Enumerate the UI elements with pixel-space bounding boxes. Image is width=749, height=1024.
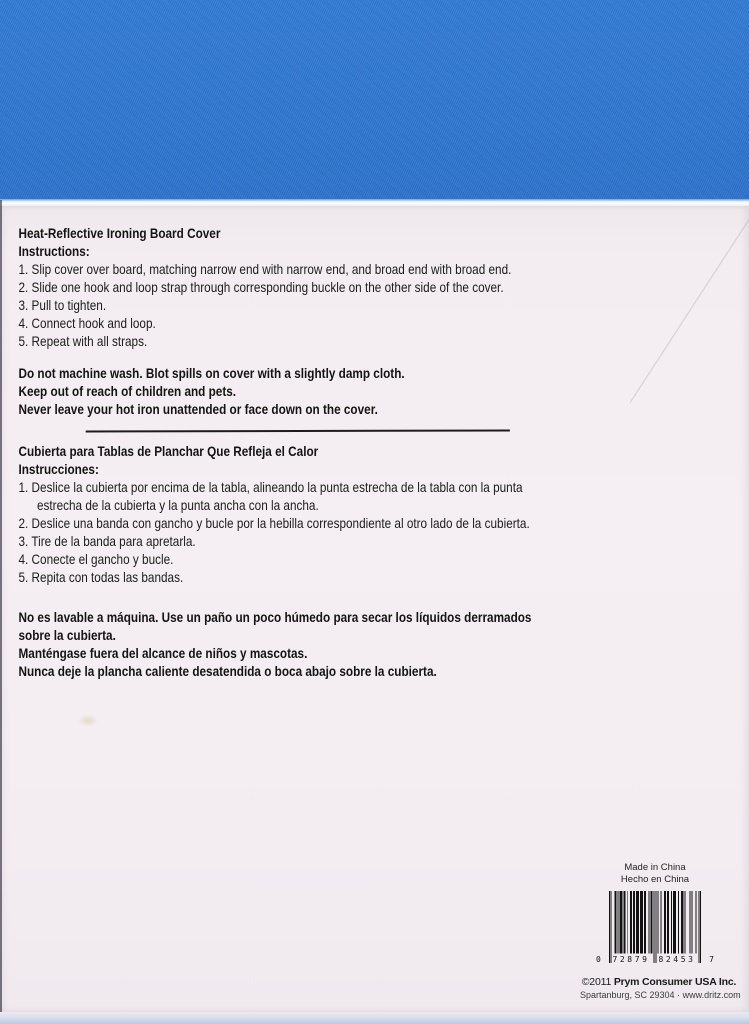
- copyright-line: [580, 976, 738, 989]
- spanish-care-warning-3: Nunca deje la plancha caliente desatendida o boca abajo sobre la cubierta.: [18, 663, 437, 679]
- upc-digits-right: 82453: [658, 955, 696, 964]
- spanish-product-title: Cubierta para Tablas de Planchar Que Refleja el Calor: [18, 443, 319, 459]
- spanish-step-1: 1. Deslice la cubierta por encima de la tabla, alineando la punta estrecha de la tabla con la punta: [18, 479, 523, 495]
- bottom-blue-edge: [0, 1012, 749, 1024]
- english-product-title: Heat-Reflective Ironing Board Cover: [18, 225, 221, 241]
- upc-digit-first: 0: [596, 955, 601, 964]
- spanish-care-warning-2: Manténgase fuera del alcance de niños y mascotas.: [18, 645, 308, 661]
- barcode-bars: [607, 891, 703, 963]
- english-care-warning-1: Do not machine wash. Blot spills on cover with a slightly damp cloth.: [18, 365, 405, 381]
- section-divider: [86, 429, 510, 432]
- english-step-2: 2. Slide one hook and loop strap through corresponding buckle on the other side of the cover.: [18, 279, 504, 295]
- spanish-care-warning-1: No es lavable a máquina. Use un paño un poco húmedo para secar los líquidos derramados: [18, 609, 532, 625]
- upc-barcode: [596, 891, 714, 973]
- spacer: [18, 586, 749, 608]
- made-in-spanish: Hecho en China: [620, 874, 690, 885]
- company-name: Prym Consumer USA Inc.: [613, 976, 737, 988]
- english-step-4: 4. Connect hook and loop.: [18, 315, 156, 331]
- spanish-step-1-continued: estrecha de la cubierta y la punta ancha con la ancha.: [36, 497, 319, 513]
- paper-smudge: [78, 714, 98, 727]
- spanish-care-warning-1-continued: sobre la cubierta.: [18, 627, 116, 643]
- english-step-1: 1. Slip cover over board, matching narrow end with narrow end, and broad end with broad end.: [18, 261, 512, 277]
- blue-fabric-band: [0, 0, 749, 199]
- company-address: Spartanburg, SC 29304 · www.dritz.com: [580, 990, 741, 1000]
- english-care-warning-3: Never leave your hot iron unattended or face down on the cover.: [18, 401, 378, 417]
- upc-digits-left: 72879: [612, 955, 650, 964]
- spanish-step-2: 2. Deslice una banda con gancho y bucle por la hebilla correspondiente al otro lado de la cubierta.: [18, 515, 530, 531]
- english-step-5: 5. Repeat with all straps.: [18, 333, 148, 349]
- instruction-text-column: [0, 224, 749, 680]
- english-step-3: 3. Pull to tighten.: [18, 297, 107, 313]
- paper-top-edge-highlight: [0, 199, 749, 206]
- copyright-year: ©2011: [581, 976, 612, 988]
- spanish-step-3: 3. Tire de la banda para apretarla.: [18, 533, 196, 549]
- spanish-step-4: 4. Conecte el gancho y bucle.: [18, 551, 174, 567]
- english-instructions-heading: Instructions:: [18, 243, 90, 259]
- english-care-warning-2: Keep out of reach of children and pets.: [18, 383, 237, 399]
- made-in-english: Made in China: [624, 862, 686, 873]
- spacer: [18, 350, 749, 364]
- upc-digit-last: 7: [709, 955, 714, 964]
- spanish-step-5: 5. Repita con todas las bandas.: [18, 569, 184, 585]
- spanish-instructions-heading: Instrucciones:: [18, 461, 99, 477]
- made-in-label: [580, 862, 730, 886]
